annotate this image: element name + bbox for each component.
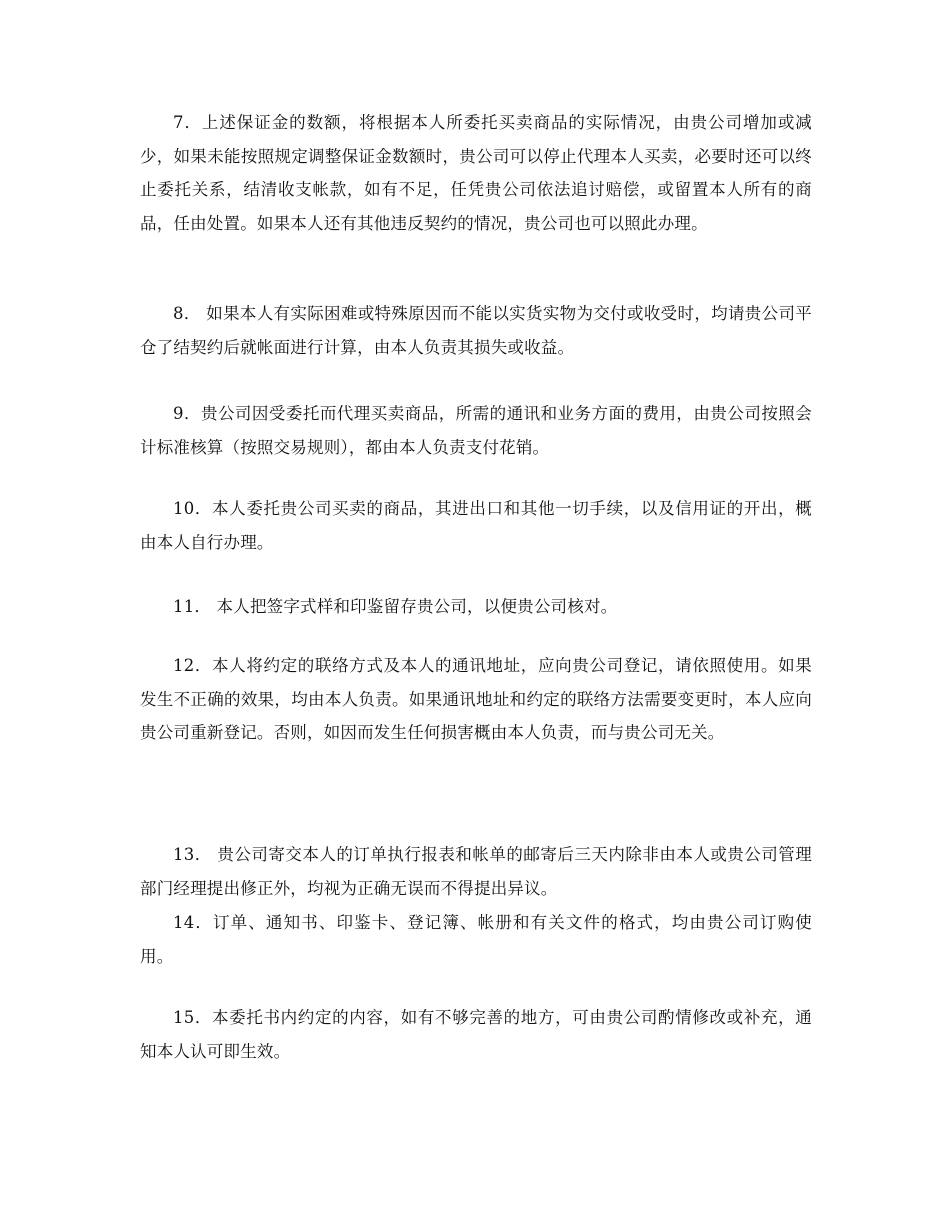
- clause-14: 14．订单、通知书、印鉴卡、登记簿、帐册和有关文件的格式，均由贵公司订购使用。: [140, 913, 812, 966]
- clause-12: 12．本人将约定的联络方式及本人的通讯地址，应向贵公司登记，请依照使用。如果发生不正确的效果，均由本人负责。如果通讯地址和约定的联络方法需要变更时，本人应向贵公司重新登记。否则，如因而发生任何损害概由本人负责，而与贵公司无关。: [140, 656, 812, 742]
- clause-8: 8． 如果本人有实际困难或特殊原因而不能以实货实物为交付或收受时，均请贵公司平仓了结契约后就帐面进行计算，由本人负责其损失或收益。: [140, 304, 812, 357]
- clause-11: 11． 本人把签字式样和印鉴留存贵公司，以便贵公司核对。: [173, 597, 618, 616]
- clause-10: 10．本人委托贵公司买卖的商品，其进出口和其他一切手续，以及信用证的开出，概由本人自行办理。: [140, 499, 812, 552]
- clause-9: 9．贵公司因受委托而代理买卖商品，所需的通讯和业务方面的费用，由贵公司按照会计标准核算（按照交易规则），都由本人负责支付花销。: [140, 404, 812, 457]
- clause-13: 13． 贵公司寄交本人的订单执行报表和帐单的邮寄后三天内除非由本人或贵公司管理部门经理提出修正外，均视为正确无误而不得提出异议。: [140, 845, 812, 898]
- clause-15: 15．本委托书内约定的内容，如有不够完善的地方，可由贵公司酌情修改或补充，通知本人认可即生效。: [140, 1008, 812, 1061]
- clause-7: 7．上述保证金的数额，将根据本人所委托买卖商品的实际情况，由贵公司增加或减少，如果未能按照规定调整保证金数额时，贵公司可以停止代理本人买卖，必要时还可以终止委托关系，结清收支帐款，如有不足，任凭贵公司依法追讨赔偿，或留置本人所有的商品，任由处置。如果本人还有其他违反契约的情况，贵公司也可以照此办理。: [140, 113, 812, 233]
